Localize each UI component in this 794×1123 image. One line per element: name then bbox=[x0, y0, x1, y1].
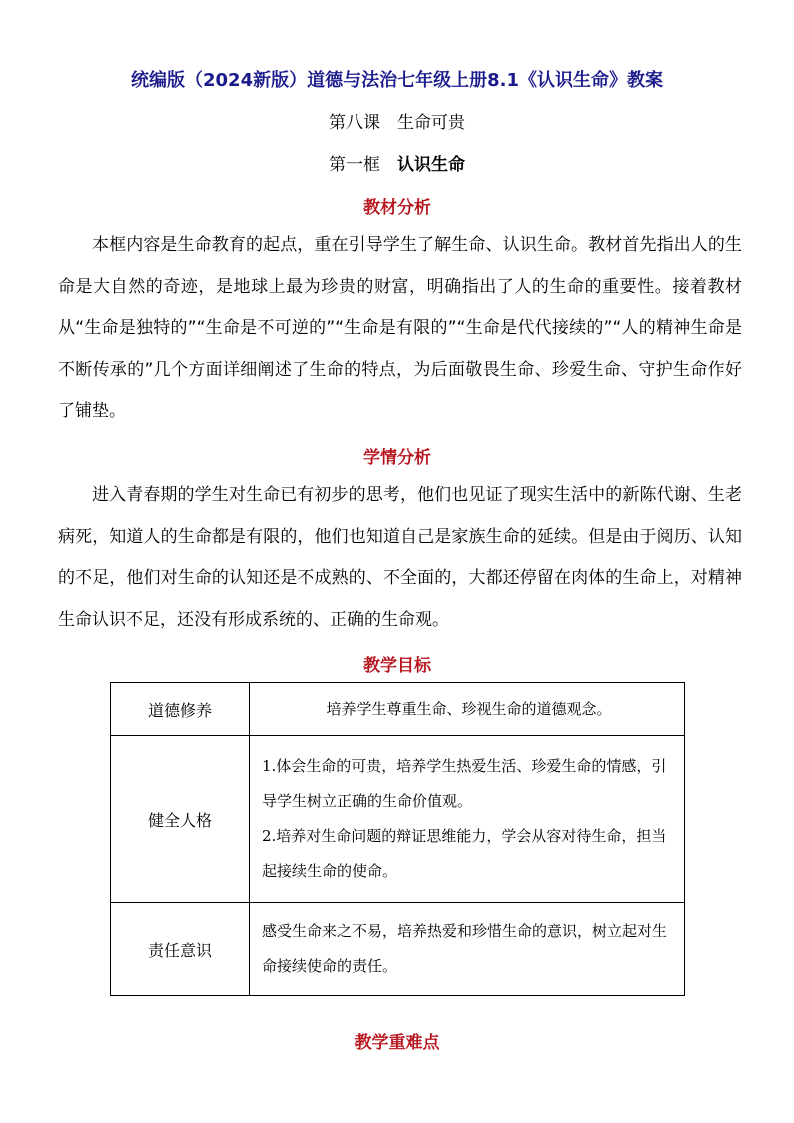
material-analysis-text: 本框内容是生命教育的起点，重在引导学生了解生命、认识生命。教材首先指出人的生命是大自然的奇迹，是地球上最为珍贵的财富，明确指出了人的生命的重要性。接着教材从“生命是独特的”“生命是不可逆的”“生命是有限的”“生命是代代接续的”“人的精神生命是不断传承的”几个方面详细阐述了生命的特点，为后面敬畏生命、珍爱生命、守护生命作好了铺垫。 bbox=[58, 235, 742, 421]
goal-category: 健全人格 bbox=[111, 736, 250, 903]
goal-category: 道德修养 bbox=[111, 683, 250, 736]
teaching-goals-heading: 教学目标 bbox=[363, 656, 431, 676]
goal-description bbox=[250, 736, 685, 903]
table-row bbox=[111, 683, 685, 736]
table-row bbox=[111, 903, 685, 996]
lesson-title: 第八课 生命可贵 bbox=[329, 113, 465, 133]
goal-description: 培养学生尊重生命、珍视生命的道德观念。 bbox=[250, 683, 685, 736]
goal-description: 感受生命来之不易，培养热爱和珍惜生命的意识，树立起对生命接续使命的责任。 bbox=[250, 903, 685, 996]
document-title: 统编版（2024新版）道德与法治七年级上册8.1《认识生命》教案 bbox=[131, 70, 663, 91]
frame-title bbox=[0, 150, 794, 175]
frame-prefix: 第一框 bbox=[329, 155, 397, 175]
goal-item-2: 2.培养对生命问题的辩证思维能力，学会从容对待生命，担当起接续生命的使命。 bbox=[262, 827, 667, 880]
material-analysis-heading: 教材分析 bbox=[363, 198, 431, 218]
key-points-heading: 教学重难点 bbox=[354, 1033, 440, 1053]
table-row bbox=[111, 736, 685, 903]
teaching-goals-table bbox=[110, 682, 685, 996]
student-analysis-text: 进入青春期的学生对生命已有初步的思考，他们也见证了现实生活中的新陈代谢、生老病死，知道人的生命都是有限的，他们也知道自己是家族生命的延续。但是由于阅历、认知的不足，他们对生命的认知还是不成熟的、不全面的，大都还停留在肉体的生命上，对精神生命认识不足，还没有形成系统的、正确的生命观。 bbox=[58, 485, 742, 630]
goal-item-1: 1.体会生命的可贵，培养学生热爱生活、珍爱生命的情感，引导学生树立正确的生命价值观。 bbox=[262, 757, 667, 810]
goal-category: 责任意识 bbox=[111, 903, 250, 996]
student-analysis-heading: 学情分析 bbox=[363, 448, 431, 468]
frame-name: 认识生命 bbox=[397, 155, 465, 175]
